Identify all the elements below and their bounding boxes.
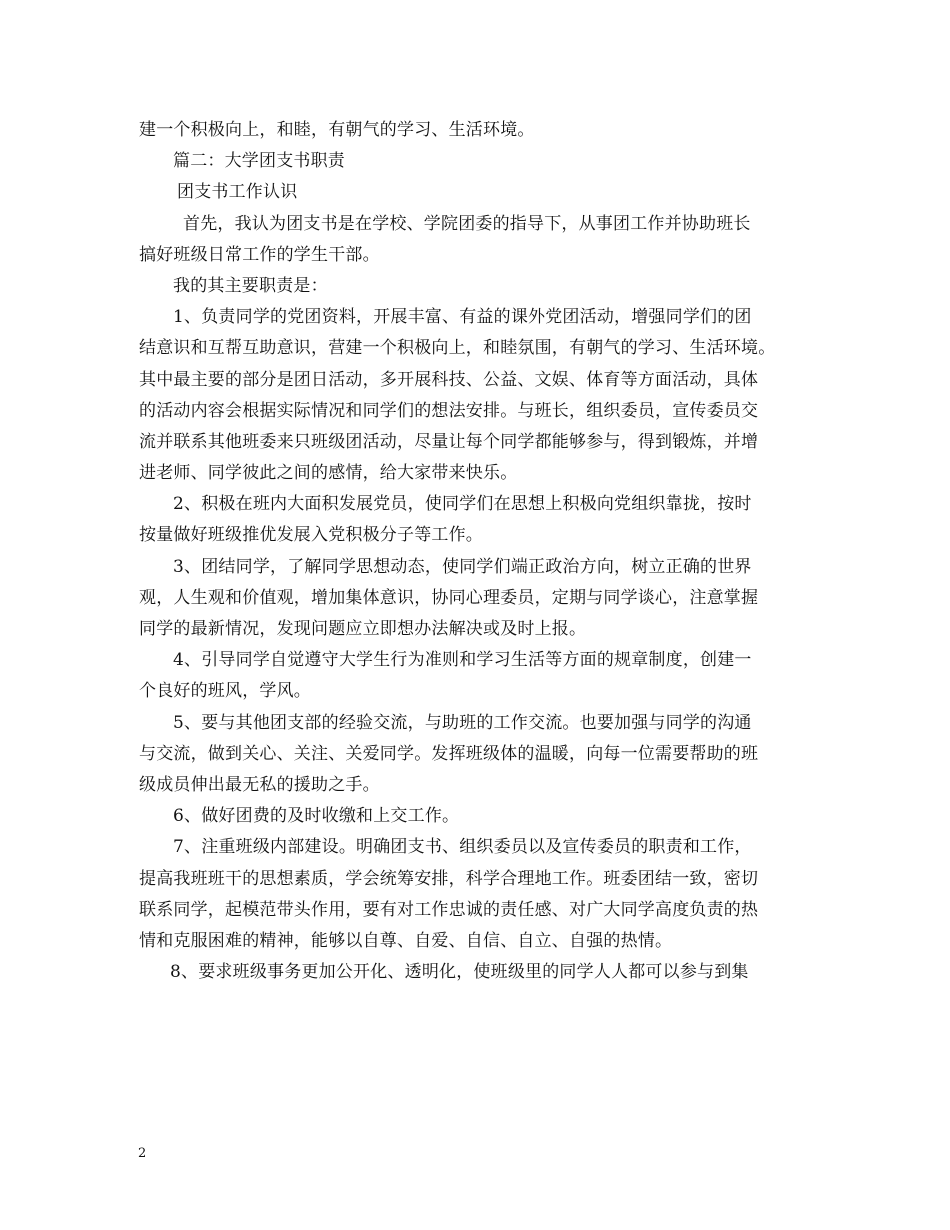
list-item-6-first-line: 6、做好团费的及时收缴和上交工作。 [173, 806, 460, 827]
paragraph-line: 的活动内容会根据实际情况和同学们的想法安排。与班长，组织委员，宣传委员交 [139, 400, 759, 421]
list-item-8-first-line: 8、要求班级事务更加公开化、透明化，使班级里的同学人人都可以参与到集 [170, 962, 749, 983]
document-body [139, 115, 819, 988]
list-item-4-first-line: 4、引导同学自觉遵守大学生行为准则和学习生活等方面的规章制度，创建一 [173, 650, 752, 671]
paragraph-line: 观，人生观和价值观，增加集体意识，协同心理委员，定期与同学谈心，注意掌握 [139, 587, 759, 608]
paragraph-line: 级成员伸出最无私的援助之手。 [139, 774, 380, 795]
paragraph-line: 个良好的班风，学风。 [139, 681, 311, 702]
paragraph-line: 按量做好班级推优发展入党积极分子等工作。 [139, 525, 483, 546]
sub-heading: 团支书工作认识 [177, 182, 298, 203]
paragraph-line: 情和克服困难的精神，能够以自尊、自爱、自信、自立、自强的热情。 [139, 930, 673, 951]
paragraph-line: 进老师、同学彼此之间的感情，给大家带来快乐。 [139, 463, 518, 484]
paragraph-line: 提高我班班干的思想素质，学会统筹安排，科学合理地工作。班委团结一致，密切 [139, 868, 759, 889]
paragraph-first-line: 我的其主要职责是： [173, 275, 328, 296]
list-item-2-first-line: 2、积极在班内大面积发展党员，使同学们在思想上积极向党组织靠拢，按时 [173, 494, 752, 515]
list-item-7-first-line: 7、注重班级内部建设。明确团支书、组织委员以及宣传委员的职责和工作， [173, 837, 752, 858]
section-heading: 篇二：大学团支书职责 [173, 151, 345, 172]
paragraph-line: 搞好班级日常工作的学生干部。 [139, 244, 380, 265]
list-item-5-first-line: 5、要与其他团支部的经验交流，与助班的工作交流。也要加强与同学的沟通 [173, 712, 752, 733]
paragraph-line: 流并联系其他班委来只班级团活动，尽量让每个同学都能够参与，得到锻炼，并增 [139, 431, 759, 452]
paragraph-line: 同学的最新情况，发现问题应立即想办法解决或及时上报。 [139, 619, 587, 639]
list-item-1-first-line: 1、负责同学的党团资料，开展丰富、有益的课外党团活动，增强同学们的团 [173, 307, 752, 328]
page-number: 2 [138, 1146, 147, 1161]
paragraph-line: 其中最主要的部分是团日活动，多开展科技、公益、文娱、体育等方面活动，具体 [139, 369, 759, 390]
list-item-3-first-line: 3、团结同学，了解同学思想动态，使同学们端正政治方向，树立正确的世界 [173, 556, 752, 577]
paragraph-first-line: 首先，我认为团支书是在学校、学院团委的指导下，从事团工作并协助班长 [183, 213, 751, 234]
text-line-1: 建一个积极向上，和睦，有朝气的学习、生活环境。 [139, 120, 535, 140]
paragraph-line: 与交流，做到关心、关注、关爱同学。发挥班级体的温暖，向每一位需要帮助的班 [139, 743, 759, 764]
paragraph-line: 联系同学，起模范带头作用，要有对工作忠诚的责任感、对广大同学高度负责的热 [139, 899, 759, 920]
paragraph-line: 结意识和互帮互助意识，营建一个积极向上，和睦氛围，有朝气的学习、生活环境。 [139, 338, 776, 359]
